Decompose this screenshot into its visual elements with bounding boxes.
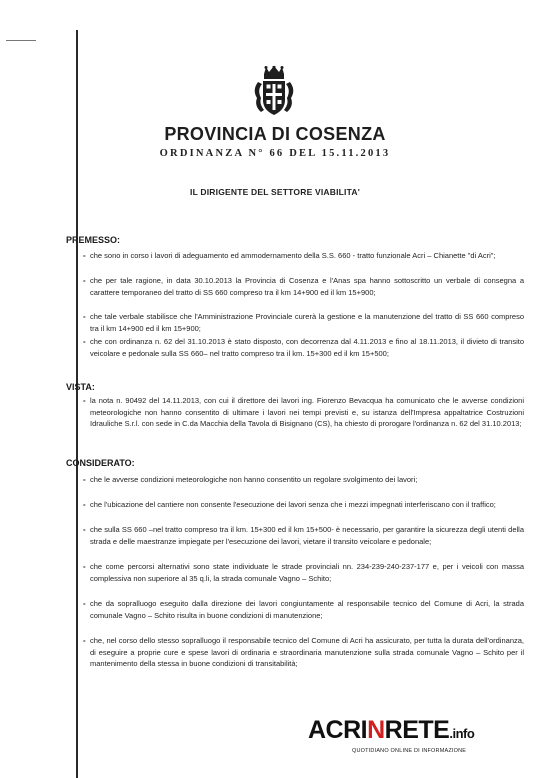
crowned-coat-of-arms-icon (252, 66, 296, 118)
list-bullet: - (83, 312, 86, 321)
list-bullet: - (83, 396, 86, 405)
list-bullet: - (83, 475, 86, 484)
list-bullet: - (83, 599, 86, 608)
list-item: che le avverse condizioni meteorologiche non hanno consentito un regolare svolgimento dei lavori; (90, 475, 418, 484)
list-item: che tale verbale stabilisce che l'Amministrazione Provinciale curerà la gestione e la manutenzione del tratto di SS 660 compreso tra il km 14+900 ed il km 15+900; (90, 312, 524, 333)
issuer-heading: IL DIRIGENTE DEL SETTORE VIABILITA' (190, 187, 360, 197)
ordinance-number: ORDINANZA N° 66 DEL 15.11.2013 (159, 148, 391, 159)
section-heading-premesso: PREMESSO: (66, 235, 121, 245)
list-bullet: - (83, 276, 86, 285)
watermark-tagline: QUOTIDIANO ONLINE DI INFORMAZIONE (352, 748, 467, 754)
list-item: che l'ubicazione del cantiere non consente l'esecuzione dei lavori senza che i mezzi impegnati interferiscano con il traffico; (90, 500, 496, 509)
list-item: che, nel corso dello stesso sopralluogo il responsabile tecnico del Comune di Acri ha assicurato, per tutta la durata dell'ordinanza, di eseguire a proprie cure e spese lavori di ordinaria e straordinaria manutenzione sulla strada comunale Vagno – Schito per il mantenimento della stessa in buone condizioni di transitabilità; (90, 636, 524, 669)
list-item: che per tale ragione, in data 30.10.2013 la Provincia di Cosenza e l'Anas spa hanno sottoscritto un verbale di consegna a carattere temporaneo del tratto di SS 660 compreso tra il km 14+900 ed il km 15+900; (90, 276, 524, 297)
watermark-part-n: N (367, 716, 385, 744)
document-title: PROVINCIA DI COSENZA (164, 124, 386, 144)
watermark-part-rete: RETE (384, 716, 450, 744)
list-item: che come percorsi alternativi sono state individuate le strade provinciali nn. 234-239-240-237-177 e, per i veicoli con massa complessiva non superiore al 35 q.li, la strada comunale Vagno – Schito; (90, 562, 524, 583)
watermark-wordmark (308, 716, 474, 745)
list-item: che da sopralluogo eseguito dalla direzione dei lavori congiuntamente al responsabile tecnico del Comune di Acri, la strada comunale Vagno – Schito risulta in buone condizioni di manutenzione; (90, 599, 524, 620)
list-item: la nota n. 90492 del 14.11.2013, con cui il direttore dei lavori ing. Fiorenzo Bevacqua ha comunicato che le avverse condizioni meteorologiche non hanno consentito di ultimare i lavori nei tempi previsti e, su istanza dell'Impresa appaltatrice Costruzioni Idrauliche S.r.l. con sede in C.da Macchia della Tavola di Bisignano (CS), ha chiesto di prorogare l'ordinanza n. 62 del 31.10.2013; (90, 396, 524, 429)
watermark-tld: .info (449, 726, 475, 741)
section-heading-vista: VISTA: (66, 382, 95, 392)
list-bullet: - (83, 525, 86, 534)
scan-artifact-line (6, 40, 36, 41)
list-item: che sono in corso i lavori di adeguamento ed ammodernamento della S.S. 660 - tratto funzionale Acri – Chianette "di Acri"; (90, 251, 496, 260)
watermark-part-acri: ACRI (308, 716, 368, 744)
list-bullet: - (83, 636, 86, 645)
list-item: che con ordinanza n. 62 del 31.10.2013 è stato disposto, con decorrenza dal 4.11.2013 e fino al 18.11.2013, il divieto di transito veicolare e pedonale sulla SS 660– nel tratto compreso tra il km. 15+300 ed il km 15+500; (90, 337, 524, 358)
list-bullet: - (83, 500, 86, 509)
list-bullet: - (83, 562, 86, 571)
list-bullet: - (83, 251, 86, 260)
list-bullet: - (83, 337, 86, 346)
section-heading-considerato: CONSIDERATO: (66, 458, 135, 468)
list-item: che sulla SS 660 –nel tratto compreso tra il km. 15+300 ed il km 15+500- è necessario, per garantire la sicurezza degli utenti della strada e delle maestranze impiegate per l'esecuzione dei lavori, vietare il transito veicolare e pedonale; (90, 525, 524, 546)
acrinrete-watermark-logo (308, 716, 508, 760)
